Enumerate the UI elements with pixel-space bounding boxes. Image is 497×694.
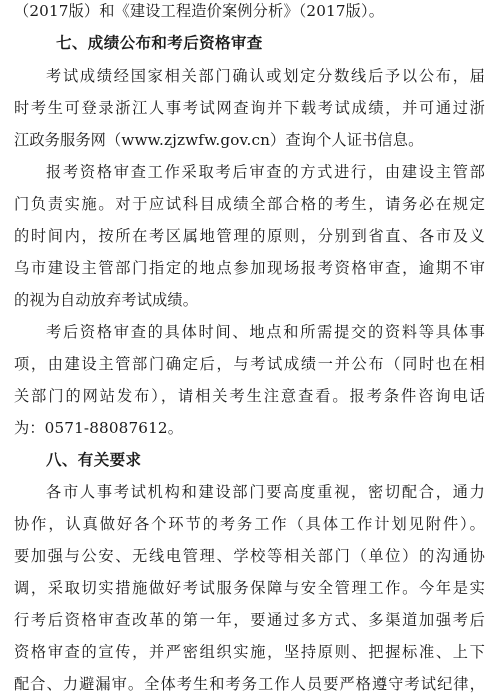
paragraph-line: 关部门的网站发布），请相关考生注意查看。报考条件咨询电话	[14, 387, 485, 405]
paragraph-line: 门负责实施。对于应试科目成绩全部合格的考生，请务必在规定	[14, 195, 485, 213]
paragraph-line: 各市人事考试机构和建设部门要高度重视，密切配合，通力	[46, 483, 485, 501]
paragraph-line: 的视为自动放弃考试成绩。	[14, 291, 199, 309]
paragraph-line: 项，由建设主管部门确定后，与考试成绩一并公布（同时也在相	[14, 355, 485, 373]
top-fragment-line: （2017版）和《建设工程造价案例分析》（2017版）。	[14, 2, 385, 20]
paragraph-line: 配合、力避漏审。全体考生和考务工作人员要严格遵守考试纪律，	[14, 675, 485, 693]
paragraph-line: 调，采取切实措施做好考试服务保障与安全管理工作。今年是实	[14, 579, 485, 597]
paragraph-line: 时考生可登录浙江人事考试网查询并下载考试成绩，并可通过浙	[14, 99, 485, 117]
paragraph-line: 协作，认真做好各个环节的考务工作（具体工作计划见附件）。	[14, 515, 485, 533]
paragraph-line: 江政务服务网（www.zjzwfw.gov.cn）查询个人证书信息。	[14, 131, 424, 149]
paragraph-line: 考后资格审查的具体时间、地点和所需提交的资料等具体事	[46, 323, 485, 341]
section-8-heading: 八、有关要求	[46, 451, 142, 469]
paragraph-line: 的时间内，按所在考区属地管理的原则，分别到省直、各市及义	[14, 227, 485, 245]
paragraph-line: 行考后资格审查改革的第一年，要通过多方式、多渠道加强考后	[14, 611, 485, 629]
paragraph-line: 报考资格审查工作采取考后审查的方式进行，由建设主管部	[46, 163, 485, 181]
paragraph-line: 考试成绩经国家相关部门确认或划定分数线后予以公布，届	[46, 67, 485, 85]
section-7-heading: 七、成绩公布和考后资格审查	[56, 34, 263, 52]
paragraph-line: 乌市建设主管部门指定的地点参加现场报考资格审查，逾期不审	[14, 259, 485, 277]
paragraph-line: 资格审查的宣传，并严密组织实施，坚持原则、把握标准、上下	[14, 643, 485, 661]
paragraph-line: 要加强与公安、无线电管理、学校等相关部门（单位）的沟通协	[14, 547, 485, 565]
paragraph-line: 为：0571-88087612。	[14, 419, 184, 437]
